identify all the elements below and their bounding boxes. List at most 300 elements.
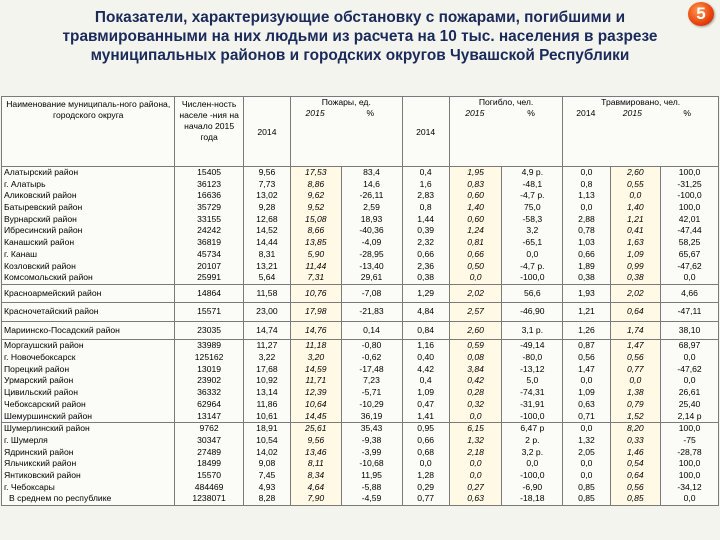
value: -18,18: [520, 493, 545, 504]
header-population: Числен-ность населе -ния на начало 2015 года: [175, 97, 243, 167]
value: 0,0: [683, 352, 696, 363]
value: 3,84: [467, 363, 484, 374]
value: 20107: [197, 260, 222, 271]
value: 1,6: [419, 178, 432, 189]
value: 9,62: [307, 190, 325, 201]
value: 0,38: [578, 272, 595, 283]
value: 0,63: [467, 493, 484, 504]
value: 3,2: [526, 225, 539, 236]
value: 7,23: [363, 375, 380, 386]
deaths-2014-cell: [402, 284, 449, 303]
deaths-2015-cell: [449, 284, 502, 303]
district-name: Ибресинский район: [4, 225, 83, 236]
value: 13,14: [256, 387, 278, 398]
value: 1,09: [578, 387, 595, 398]
fires-pct-cell: [341, 303, 402, 322]
value: 0,0: [526, 458, 539, 469]
value: 15570: [197, 469, 222, 480]
value: -5,88: [361, 481, 382, 492]
district-name: Мариинско-Посадский район: [4, 324, 120, 335]
value: 0,66: [467, 248, 484, 259]
table-row: [2, 303, 719, 322]
value: 7,73: [258, 178, 276, 189]
value: 2,02: [626, 287, 644, 298]
value: 38,10: [678, 324, 701, 335]
fires-pct-cell: [341, 284, 402, 303]
value: -26,11: [359, 190, 384, 201]
value: 0,0: [469, 410, 482, 421]
value: -4,7 р.: [520, 190, 545, 201]
value: 1,41: [417, 410, 435, 421]
value: 0,29: [417, 481, 435, 492]
value: -28,78: [677, 446, 702, 457]
value: 0,83: [467, 178, 484, 189]
value: -47,62: [677, 363, 702, 374]
value: 1,44: [417, 213, 435, 224]
value: 1,40: [626, 202, 644, 213]
header-deaths-group: Погибло, чел. 2015 %: [449, 97, 563, 167]
value: 1,16: [417, 340, 435, 351]
district-name: Канашский район: [4, 237, 75, 248]
district-name-cell: [2, 167, 175, 285]
title-line: Показатели, характеризующие обстановку с пожарами, погибшими и: [94, 9, 626, 26]
value: 0,77: [417, 493, 435, 504]
district-name: Ядринский район: [4, 446, 74, 457]
value: -31,25: [677, 178, 702, 189]
district-name-cell: [2, 303, 175, 322]
value: 0,8: [419, 202, 432, 213]
value: 0,68: [417, 446, 435, 457]
fires-2015-cell: [291, 284, 341, 303]
statistics-table: [1, 96, 719, 506]
value: 18,93: [360, 213, 383, 224]
value: 2,59: [363, 202, 380, 213]
table-row: [2, 321, 719, 340]
value: 100,0: [678, 458, 701, 469]
value: 15,08: [305, 213, 327, 224]
value: 0,99: [626, 260, 644, 271]
value: 12,39: [305, 387, 327, 398]
value: 8,28: [258, 493, 276, 504]
value: 1,26: [578, 324, 595, 335]
value: 42,01: [678, 213, 701, 224]
value: -17,48: [359, 363, 384, 374]
inj-pct-cell: [661, 303, 719, 322]
value: 8,11: [307, 458, 324, 469]
deaths-2015-cell: [449, 167, 502, 285]
header-injured-group: Травмировано, чел. 2014 2015 %: [563, 97, 719, 167]
value: 2,32: [417, 237, 435, 248]
value: -47,62: [677, 260, 702, 271]
value: 11,58: [256, 287, 278, 298]
header-deaths-2014: 2014: [402, 97, 449, 167]
table-row: [2, 340, 719, 423]
value: 0,40: [417, 352, 435, 363]
value: 1,21: [626, 213, 644, 224]
value: 29,61: [360, 272, 383, 283]
value: 0,0: [629, 190, 642, 201]
value: 18499: [197, 458, 222, 469]
value: 8,34: [307, 469, 325, 480]
value: 3,1 р.: [521, 324, 544, 335]
value: 8,66: [307, 225, 325, 236]
inj-2014-cell: [563, 423, 610, 506]
value: 0,0: [469, 469, 482, 480]
value: 11,44: [305, 260, 327, 271]
value: 0,42: [467, 375, 484, 386]
value: 1,03: [578, 237, 595, 248]
value: 0,66: [578, 248, 595, 259]
value: 3,20: [307, 352, 325, 363]
fires-2015-cell: [291, 167, 341, 285]
value: 75,0: [523, 202, 541, 213]
title-line: травмированными на них людьми из расчета на 10 тыс. населения в разрезе: [62, 28, 658, 45]
district-name: г. Канаш: [4, 248, 38, 259]
district-name: Шемуршинский район: [4, 410, 93, 421]
fires-2014-cell: [243, 167, 290, 285]
value: 2,57: [467, 306, 484, 317]
inj-2015-cell: [610, 321, 660, 340]
value: 0,0: [469, 458, 482, 469]
value: 0,56: [626, 352, 644, 363]
value: 1,38: [626, 387, 644, 398]
value: 13,46: [305, 446, 327, 457]
value: -9,38: [361, 434, 382, 445]
value: -4,09: [361, 237, 382, 248]
value: 15571: [197, 306, 222, 317]
deaths-pct-cell: [502, 284, 563, 303]
value: 2,83: [417, 190, 435, 201]
value: 0,0: [580, 458, 593, 469]
value: 26,61: [678, 387, 701, 398]
value: 0,0: [469, 272, 482, 283]
value: 0,32: [467, 398, 484, 409]
value: 14,45: [305, 410, 327, 421]
value: 9,56: [307, 434, 325, 445]
value: -4,7 р.: [520, 260, 545, 271]
district-name-cell: [2, 284, 175, 303]
value: 18,91: [256, 423, 278, 434]
value: 1,32: [578, 434, 595, 445]
deaths-2014-cell: [402, 303, 449, 322]
value: 4,93: [258, 481, 276, 492]
value: 10,76: [305, 287, 327, 298]
table-row: [2, 284, 719, 303]
fires-2015-cell: [291, 321, 341, 340]
inj-2015-cell: [610, 340, 660, 423]
value: 56,6: [523, 287, 541, 298]
value: 7,31: [307, 272, 325, 283]
value: 0,85: [578, 481, 595, 492]
value: -80,0: [522, 352, 543, 363]
value: 13,21: [256, 260, 278, 271]
inj-pct-cell: [661, 321, 719, 340]
deaths-2014-cell: [402, 167, 449, 285]
value: 0,0: [580, 469, 593, 480]
value: 1,40: [467, 202, 484, 213]
value: 2,60: [626, 167, 644, 177]
value: 9762: [199, 423, 219, 434]
value: 4,84: [417, 306, 435, 317]
value: 8,31: [258, 248, 276, 259]
value: 45734: [197, 248, 222, 259]
value: 33155: [197, 213, 222, 224]
value: 1,89: [578, 260, 595, 271]
value: -5,71: [361, 387, 382, 398]
value: 16636: [197, 190, 222, 201]
deaths-2014-cell: [402, 321, 449, 340]
value: 6,15: [467, 423, 484, 434]
value: -34,12: [677, 481, 702, 492]
district-name: Красночетайский район: [4, 306, 99, 317]
district-name: Янтиковский район: [4, 469, 81, 480]
population-cell: [175, 303, 243, 322]
value: 36,19: [360, 410, 383, 421]
value: 1,74: [626, 324, 644, 335]
value: 0,56: [578, 352, 595, 363]
value: 36123: [197, 178, 222, 189]
value: -100,0: [520, 410, 545, 421]
fires-pct-cell: [341, 167, 402, 285]
inj-2015-cell: [610, 284, 660, 303]
value: 15405: [197, 167, 222, 177]
district-name: г. Чебоксары: [4, 481, 55, 492]
value: 0,8: [580, 178, 593, 189]
inj-2014-cell: [563, 167, 610, 285]
fires-pct-cell: [341, 340, 402, 423]
deaths-pct-cell: [502, 321, 563, 340]
value: 0,0: [683, 493, 696, 504]
value: 27489: [197, 446, 222, 457]
value: 1,93: [578, 287, 595, 298]
district-name: Батыревский район: [4, 202, 83, 213]
value: 9,08: [258, 458, 276, 469]
value: 2 р.: [525, 434, 540, 445]
value: 23035: [197, 324, 222, 335]
value: 3,22: [258, 352, 276, 363]
value: 2,14 р: [677, 410, 702, 421]
value: 0,47: [417, 398, 435, 409]
value: 0,0: [580, 202, 593, 213]
value: 5,90: [307, 248, 325, 259]
deaths-pct-cell: [502, 303, 563, 322]
deaths-2014-cell: [402, 423, 449, 506]
district-name: Чебоксарский район: [4, 398, 86, 409]
value: 1,47: [578, 363, 595, 374]
fires-2014-cell: [243, 284, 290, 303]
population-cell: [175, 423, 243, 506]
value: 10,61: [256, 410, 278, 421]
district-name-cell: [2, 340, 175, 423]
value: 0,0: [580, 423, 593, 434]
population-cell: [175, 340, 243, 423]
value: -6,90: [522, 481, 543, 492]
value: 58,25: [678, 237, 701, 248]
value: 0,64: [626, 469, 644, 480]
value: 0,28: [467, 387, 484, 398]
value: 0,59: [467, 340, 484, 351]
population-cell: [175, 167, 243, 285]
district-name: Алатырский район: [4, 167, 79, 177]
district-name-cell: [2, 321, 175, 340]
value: 4,42: [417, 363, 435, 374]
header-fires-group: Пожары, ед. 2015 %: [291, 97, 402, 167]
value: 7,45: [258, 469, 276, 480]
district-name: г. Алатырь: [4, 178, 46, 189]
value: -47,11: [677, 306, 702, 317]
population-cell: [175, 284, 243, 303]
value: 0,87: [578, 340, 595, 351]
value: 4,64: [307, 481, 325, 492]
value: -31,91: [520, 398, 545, 409]
district-name: Аликовский район: [4, 190, 77, 201]
inj-2014-cell: [563, 284, 610, 303]
value: 2,05: [578, 446, 595, 457]
fires-2015-cell: [291, 340, 341, 423]
title-line: муниципальных районов и городских округов Чувашской Республики: [90, 47, 630, 64]
value: 0,64: [626, 306, 644, 317]
population-cell: [175, 321, 243, 340]
value: 2,88: [578, 213, 595, 224]
inj-2015-cell: [610, 423, 660, 506]
value: 2,60: [467, 324, 484, 335]
value: -58,3: [522, 213, 543, 224]
value: 1,47: [626, 340, 644, 351]
value: -47,44: [677, 225, 702, 236]
value: 0,55: [626, 178, 644, 189]
value: 0,0: [629, 375, 642, 386]
inj-pct-cell: [661, 340, 719, 423]
district-name: Урмарский район: [4, 375, 74, 386]
value: 0,0: [419, 458, 432, 469]
value: 30347: [197, 434, 222, 445]
value: -49,14: [520, 340, 545, 351]
value: 4,66: [681, 287, 698, 298]
value: 11,95: [361, 469, 382, 480]
value: 7,90: [307, 493, 325, 504]
inj-2014-cell: [563, 303, 610, 322]
value: 1,46: [626, 446, 644, 457]
value: 484469: [194, 481, 224, 492]
value: 13147: [197, 410, 222, 421]
value: 2,02: [467, 287, 484, 298]
fires-2015-cell: [291, 303, 341, 322]
value: 0,4: [419, 375, 432, 386]
fires-2014-cell: [243, 340, 290, 423]
value: -4,59: [361, 493, 382, 504]
value: 0,50: [467, 260, 484, 271]
fires-2014-cell: [243, 321, 290, 340]
value: 100,0: [678, 423, 701, 434]
table-row: [2, 423, 719, 506]
inj-2015-cell: [610, 303, 660, 322]
value: 14,74: [256, 324, 278, 335]
district-name: г. Новочебоксарск: [4, 352, 76, 363]
value: 0,4: [419, 167, 432, 177]
value: -10,68: [359, 458, 384, 469]
value: 1,52: [626, 410, 644, 421]
value: 9,56: [258, 167, 276, 177]
district-name: Моргаушский район: [4, 340, 84, 351]
value: 11,71: [305, 375, 327, 386]
value: 14,02: [256, 446, 278, 457]
value: -13,12: [520, 363, 545, 374]
value: -7,08: [361, 287, 382, 298]
value: 2,36: [417, 260, 435, 271]
value: -46,90: [520, 306, 545, 317]
value: 14,59: [305, 363, 327, 374]
value: 0,77: [626, 363, 644, 374]
value: 0,56: [626, 481, 644, 492]
header-fires-2014: 2014: [243, 97, 290, 167]
deaths-pct-cell: [502, 167, 563, 285]
value: 0,79: [626, 398, 644, 409]
value: 11,27: [256, 340, 278, 351]
deaths-2015-cell: [449, 321, 502, 340]
value: 23902: [197, 375, 222, 386]
value: 0,39: [417, 225, 435, 236]
value: 0,66: [417, 248, 435, 259]
district-name: Цивильский район: [4, 387, 78, 398]
value: 11,86: [256, 398, 278, 409]
value: -100,0: [520, 272, 545, 283]
value: -100,0: [520, 469, 545, 480]
value: 24242: [197, 225, 222, 236]
value: 0,08: [467, 352, 484, 363]
value: 10,54: [256, 434, 278, 445]
value: 0,63: [578, 398, 595, 409]
value: 68,97: [678, 340, 701, 351]
value: 6,47 р: [520, 423, 545, 434]
district-name: Шумерлинский район: [4, 423, 90, 434]
deaths-2014-cell: [402, 340, 449, 423]
deaths-2015-cell: [449, 303, 502, 322]
district-name: В среднем по республике: [9, 493, 112, 504]
value: 9,52: [307, 202, 325, 213]
value: 17,68: [256, 363, 278, 374]
value: 100,0: [678, 167, 701, 177]
district-name: Козловский район: [4, 260, 76, 271]
value: 1,28: [417, 469, 435, 480]
value: 0,0: [580, 375, 593, 386]
value: 4,9 р.: [521, 167, 544, 177]
inj-2014-cell: [563, 321, 610, 340]
value: 1,32: [467, 434, 484, 445]
value: 100,0: [678, 202, 701, 213]
value: -100,0: [677, 190, 702, 201]
district-name: Красноармейский район: [4, 287, 102, 298]
value: 62964: [197, 398, 222, 409]
value: -28,95: [359, 248, 384, 259]
value: 14,52: [256, 225, 278, 236]
value: -48,1: [522, 178, 543, 189]
district-name-cell: [2, 423, 175, 506]
value: -65,1: [522, 237, 543, 248]
value: 13,85: [305, 237, 327, 248]
value: 1,21: [578, 306, 595, 317]
value: -21,83: [359, 306, 384, 317]
value: 25991: [197, 272, 222, 283]
value: 5,0: [526, 375, 539, 386]
value: 17,98: [305, 306, 327, 317]
value: -3,99: [361, 446, 382, 457]
value: -0,62: [361, 352, 382, 363]
district-name: Порецкий район: [4, 363, 70, 374]
value: 83,4: [363, 167, 380, 177]
inj-2014-cell: [563, 340, 610, 423]
value: 9,28: [258, 202, 276, 213]
value: 13,02: [256, 190, 278, 201]
